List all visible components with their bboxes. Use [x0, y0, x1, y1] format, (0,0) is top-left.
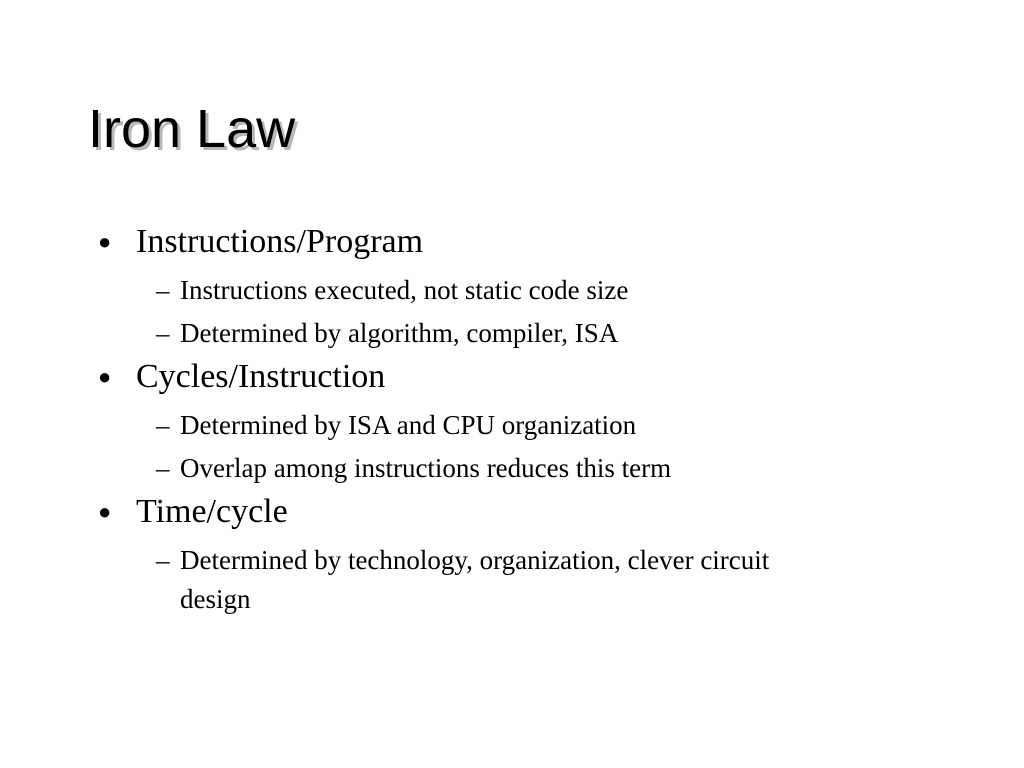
bullet-list — [98, 222, 898, 623]
bullet-label: Instructions/Program — [136, 223, 424, 260]
subitem — [156, 271, 816, 310]
subitem — [156, 314, 816, 353]
dash-icon: – — [156, 453, 170, 484]
subitem-label: Determined by technology, organization, clever circuit design — [180, 544, 770, 615]
bullet-icon: ● — [98, 229, 112, 254]
subitem-label: Instructions executed, not static code size — [180, 274, 629, 305]
subitem-label: Determined by algorithm, compiler, ISA — [180, 317, 619, 348]
bullet-item-time-cycle — [98, 492, 898, 533]
bullet-item-cycles-instruction — [98, 357, 898, 398]
subitem-label: Determined by ISA and CPU organization — [180, 409, 637, 440]
dash-icon: – — [156, 274, 170, 305]
dash-icon: – — [156, 544, 170, 575]
bullet-item-instructions-program — [98, 222, 898, 263]
bullet-icon: ● — [98, 364, 112, 390]
subitem — [156, 406, 816, 445]
bullet-icon: ● — [98, 499, 112, 525]
subitem-label: Overlap among instructions reduces this term — [180, 453, 672, 484]
bullet-label: Cycles/Instruction — [136, 358, 386, 396]
bullet-label: Time/cycle — [136, 493, 288, 531]
slide-title: Iron Law — [88, 99, 296, 159]
dash-icon: – — [156, 317, 170, 348]
dash-icon: – — [156, 409, 170, 440]
subitem — [156, 449, 816, 488]
subitem — [156, 541, 816, 619]
